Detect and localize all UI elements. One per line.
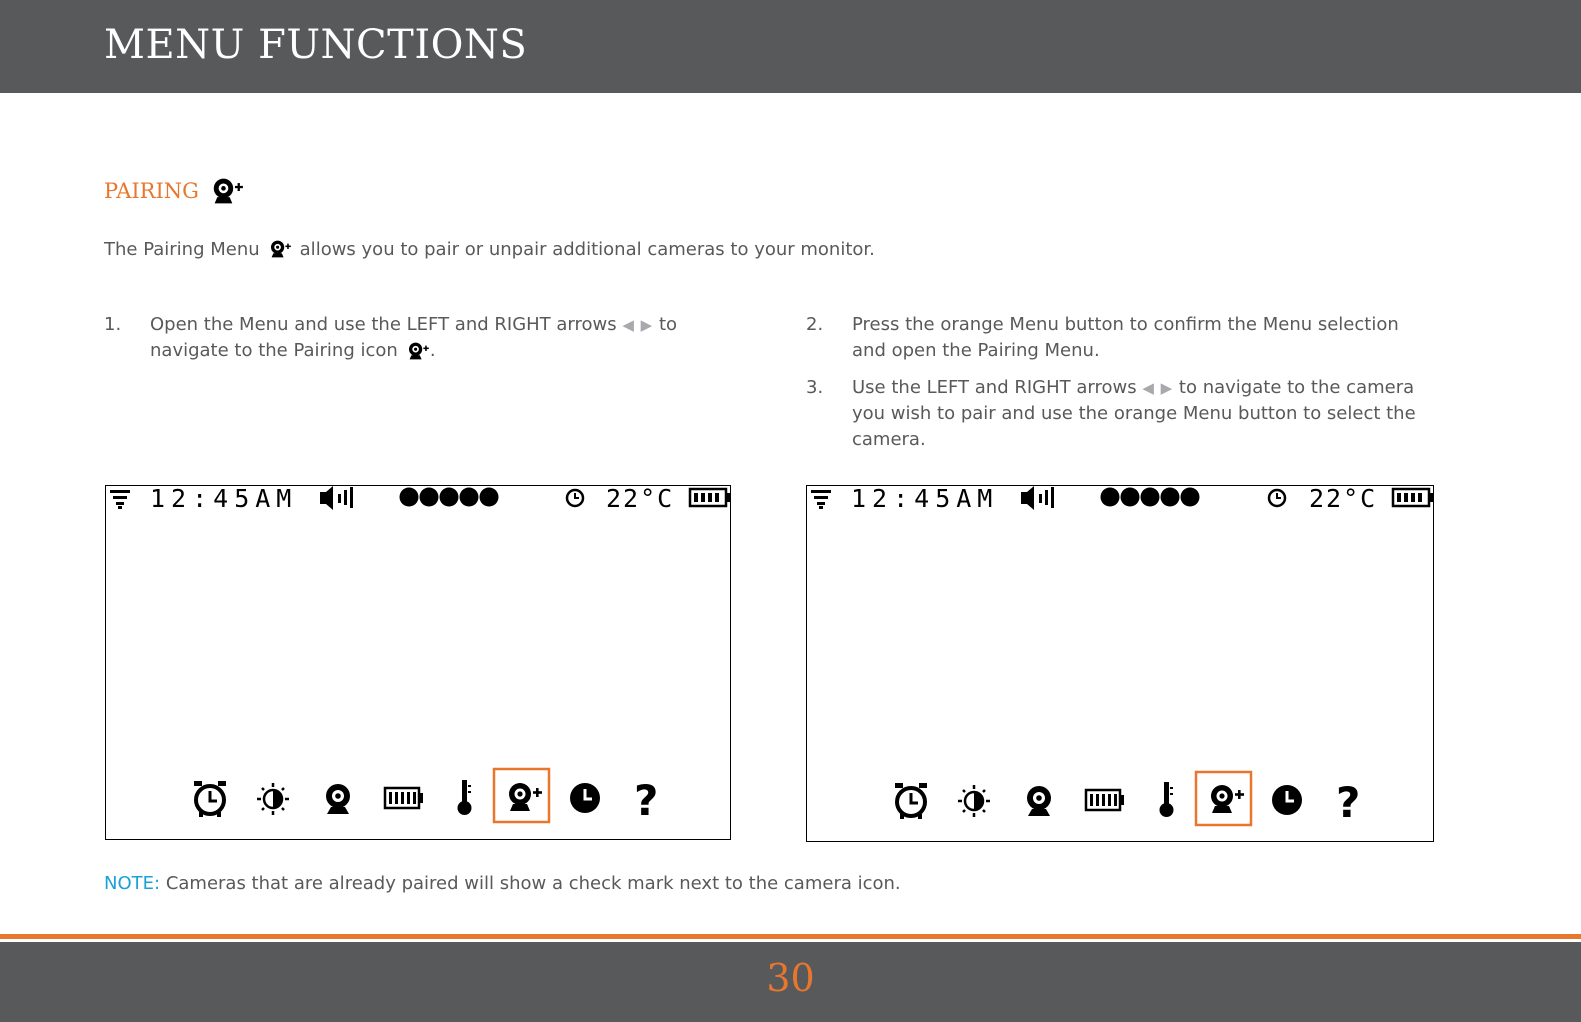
monitor-screen-left [105, 485, 731, 840]
time-readout: 12:45AM [150, 486, 298, 513]
step-2 [806, 312, 1486, 368]
step-line: to [658, 314, 678, 335]
section-title: PAIRING [104, 179, 199, 203]
camera-plus-icon [1211, 785, 1244, 813]
battery-menu-icon [1086, 790, 1124, 810]
intro-text-before: The Pairing Menu [104, 238, 260, 260]
step-line: . [429, 340, 436, 361]
alarm-clock-icon [194, 781, 226, 817]
clock-icon [1272, 785, 1302, 815]
screen-graphic [106, 486, 732, 841]
camera-plus-icon [406, 340, 430, 362]
step-3 [806, 375, 1486, 455]
step-line: Press the orange Menu button to confirm the Menu selection [852, 314, 1399, 335]
note-text: Cameras that are already paired will show a check mark next to the camera icon. [165, 873, 901, 894]
volume-icon [1021, 486, 1054, 510]
step-line: you wish to pair and use the orange Menu button to select the [852, 403, 1416, 424]
sound-level-icon [400, 488, 499, 507]
monitor-screen-right [806, 485, 1434, 842]
left-right-arrows-icon: ◀ ▶ [1142, 379, 1174, 397]
page-footer [0, 942, 1581, 1022]
camera-plus-icon [509, 783, 542, 811]
step-line: camera. [852, 429, 926, 450]
clock-icon [570, 783, 600, 813]
note-label: NOTE: [104, 873, 161, 894]
section-heading [104, 176, 245, 206]
help-icon: ? [634, 776, 659, 825]
volume-icon [320, 486, 353, 510]
note-paragraph [104, 873, 901, 894]
sound-level-icon [1101, 488, 1200, 507]
temperature-readout: 22°C [606, 486, 675, 513]
camera-plus-icon [209, 176, 245, 206]
step-line: Open the Menu and use the LEFT and RIGHT arrows [150, 314, 617, 335]
intro-paragraph [104, 238, 875, 260]
thermometer-icon [1160, 782, 1174, 817]
camera-icon [1027, 786, 1051, 816]
step-text [150, 312, 677, 364]
temperature-readout: 22°C [1309, 486, 1378, 513]
step-number: 2. [806, 314, 824, 335]
battery-icon [1393, 489, 1433, 506]
battery-menu-icon [385, 788, 423, 808]
step-1 [104, 312, 744, 372]
camera-plus-icon [268, 238, 292, 260]
step-text [852, 312, 1399, 364]
screen-graphic [807, 486, 1435, 843]
alarm-clock-icon [895, 783, 927, 819]
step-line: Use the LEFT and RIGHT arrows [852, 377, 1137, 398]
thermometer-icon [458, 780, 472, 815]
step-number: 3. [806, 377, 824, 398]
step-text [852, 375, 1416, 453]
intro-text-after: allows you to pair or unpair additional cameras to your monitor. [299, 238, 875, 260]
page-title: MENU FUNCTIONS [104, 22, 528, 68]
step-line: to navigate to the camera [1178, 377, 1415, 398]
page-header [0, 0, 1581, 93]
signal-icon [811, 490, 831, 509]
timer-icon [567, 490, 583, 506]
help-icon: ? [1336, 778, 1361, 827]
camera-icon [326, 784, 350, 814]
step-line: and open the Pairing Menu. [852, 340, 1100, 361]
brightness-icon [257, 783, 289, 815]
footer-divider [0, 934, 1581, 939]
brightness-icon [958, 785, 990, 817]
battery-icon [690, 489, 730, 506]
step-number: 1. [104, 314, 122, 335]
time-readout: 12:45AM [851, 486, 999, 513]
left-right-arrows-icon: ◀ ▶ [622, 316, 654, 334]
signal-icon [110, 490, 130, 509]
page-number: 30 [766, 956, 815, 1000]
timer-icon [1269, 490, 1285, 506]
step-line: navigate to the Pairing icon [150, 340, 398, 361]
